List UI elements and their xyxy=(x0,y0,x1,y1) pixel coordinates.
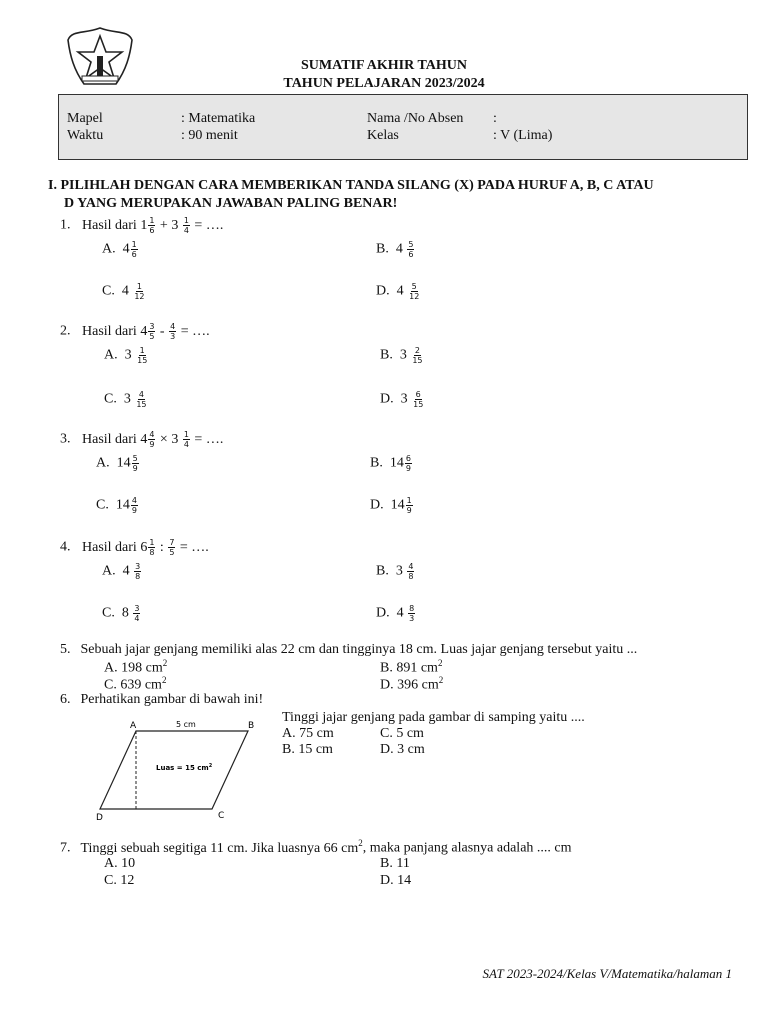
q2-option-b[interactable]: B. 3 $\frac{2}{15}$ xyxy=(380,346,423,365)
mapel-value: : Matematika xyxy=(181,111,256,126)
vertex-a-label: A xyxy=(130,721,137,731)
q7-option-a[interactable]: A. 10 xyxy=(104,856,136,871)
question-3: 3. Hasil dari 4 $\frac{4}{9}$ × 3 $\frac{1}{4}$ = …. xyxy=(60,430,224,449)
q5-option-c[interactable]: C. 639 $cm^2$ xyxy=(104,675,167,693)
nama-label: Nama /No Absen xyxy=(367,111,464,126)
q7-option-d[interactable]: D. 14 xyxy=(380,873,412,888)
question-2: 2. Hasil dari 4 $\frac{3}{5}$ - $\frac{4}{3}$ = …. xyxy=(60,322,210,341)
question-4: 4. Hasil dari 6 $\frac{1}{8}$ : $\frac{7}{5}$ = …. xyxy=(60,538,209,557)
q1-option-c[interactable]: C. 4 $\frac{1}{12}$ xyxy=(102,282,145,301)
question-6: 6. Perhatikan gambar di bawah ini! xyxy=(60,692,264,707)
q3-option-b[interactable]: B. 14 $\frac{6}{9}$ xyxy=(370,454,411,473)
student-info-box xyxy=(58,94,748,160)
question-7: 7. Tinggi sebuah segitiga 11 cm. Jika luasnya 66 $cm^2$, maka panjang alasnya adalah .... cm xyxy=(60,838,572,856)
vertex-c-label: C xyxy=(218,811,225,821)
waktu-value: : 90 menit xyxy=(181,128,238,143)
instruction-line-1: I. PILIHLAH DENGAN CARA MEMBERIKAN TANDA SILANG (X) PADA HURUF A, B, C ATAU xyxy=(48,178,654,193)
q5-option-b[interactable]: B. 891 $cm^2$ xyxy=(380,658,443,676)
q3-option-d[interactable]: D. 14 $\frac{1}{9}$ xyxy=(370,496,412,515)
mapel-label: Mapel xyxy=(67,111,103,126)
page-footer: SAT 2023-2024/Kelas V/Matematika/halaman 1 xyxy=(482,966,732,981)
q5-option-a[interactable]: A. 198 $cm^2$ xyxy=(104,658,168,676)
q4-option-a[interactable]: A. 4 $\frac{3}{8}$ xyxy=(102,562,141,581)
q1-option-d[interactable]: D. 4 $\frac{5}{12}$ xyxy=(376,282,420,301)
exam-subtitle: TAHUN PELAJARAN 2023/2024 xyxy=(283,76,485,91)
fraction: $\frac{1}{6}$ xyxy=(149,216,155,235)
waktu-label: Waktu xyxy=(67,128,104,143)
exam-title: SUMATIF AKHIR TAHUN xyxy=(301,58,467,73)
fraction: $\frac{1}{4}$ xyxy=(183,216,189,235)
q2-option-a[interactable]: A. 3 $\frac{1}{15}$ xyxy=(104,346,148,365)
q3-option-a[interactable]: A. 14 $\frac{5}{9}$ xyxy=(96,454,138,473)
vertex-d-label: D xyxy=(96,813,103,823)
kelas-label: Kelas xyxy=(367,128,399,143)
parallelogram-figure xyxy=(94,716,274,826)
kelas-value: : V (Lima) xyxy=(493,128,553,143)
q4-option-b[interactable]: B. 3 $\frac{4}{8}$ xyxy=(376,562,414,581)
question-1: 1. Hasil dari 1 $\frac{1}{6}$ + 3 $\frac{1}{4}$ = …. xyxy=(60,216,224,235)
q6-option-d[interactable]: D. 3 cm xyxy=(380,742,425,757)
q1-option-b[interactable]: B. 4 $\frac{5}{6}$ xyxy=(376,240,414,259)
top-side-label: 5 cm xyxy=(176,720,196,729)
q2-option-d[interactable]: D. 3 $\frac{6}{15}$ xyxy=(380,390,424,409)
q6-option-c[interactable]: C. 5 cm xyxy=(380,726,424,741)
q6-side-text: Tinggi jajar genjang pada gambar di samping yaitu .... xyxy=(282,710,585,725)
q5-option-d[interactable]: D. 396 $cm^2$ xyxy=(380,675,444,693)
q6-option-b[interactable]: B. 15 cm xyxy=(282,742,333,757)
q1-option-a[interactable]: A. 4 $\frac{1}{6}$ xyxy=(102,240,137,259)
question-5: 5. Sebuah jajar genjang memiliki alas 22 cm dan tingginya 18 cm. Luas jajar genjang tersebut yaitu ... xyxy=(60,642,638,657)
q4-option-c[interactable]: C. 8 $\frac{3}{4}$ xyxy=(102,604,140,623)
q6-option-a[interactable]: A. 75 cm xyxy=(282,726,334,741)
q3-option-c[interactable]: C. 14 $\frac{4}{9}$ xyxy=(96,496,137,515)
q7-option-c[interactable]: C. 12 xyxy=(104,873,135,888)
nama-value: : xyxy=(493,111,497,126)
q2-option-c[interactable]: C. 3 $\frac{4}{15}$ xyxy=(104,390,147,409)
area-label: Luas = 15 $cm^2$ xyxy=(156,763,213,772)
q7-option-b[interactable]: B. 11 xyxy=(380,856,410,871)
instruction-line-2: D YANG MERUPAKAN JAWABAN PALING BENAR! xyxy=(64,196,398,211)
vertex-b-label: B xyxy=(248,721,255,731)
q4-option-d[interactable]: D. 4 $\frac{8}{3}$ xyxy=(376,604,415,623)
